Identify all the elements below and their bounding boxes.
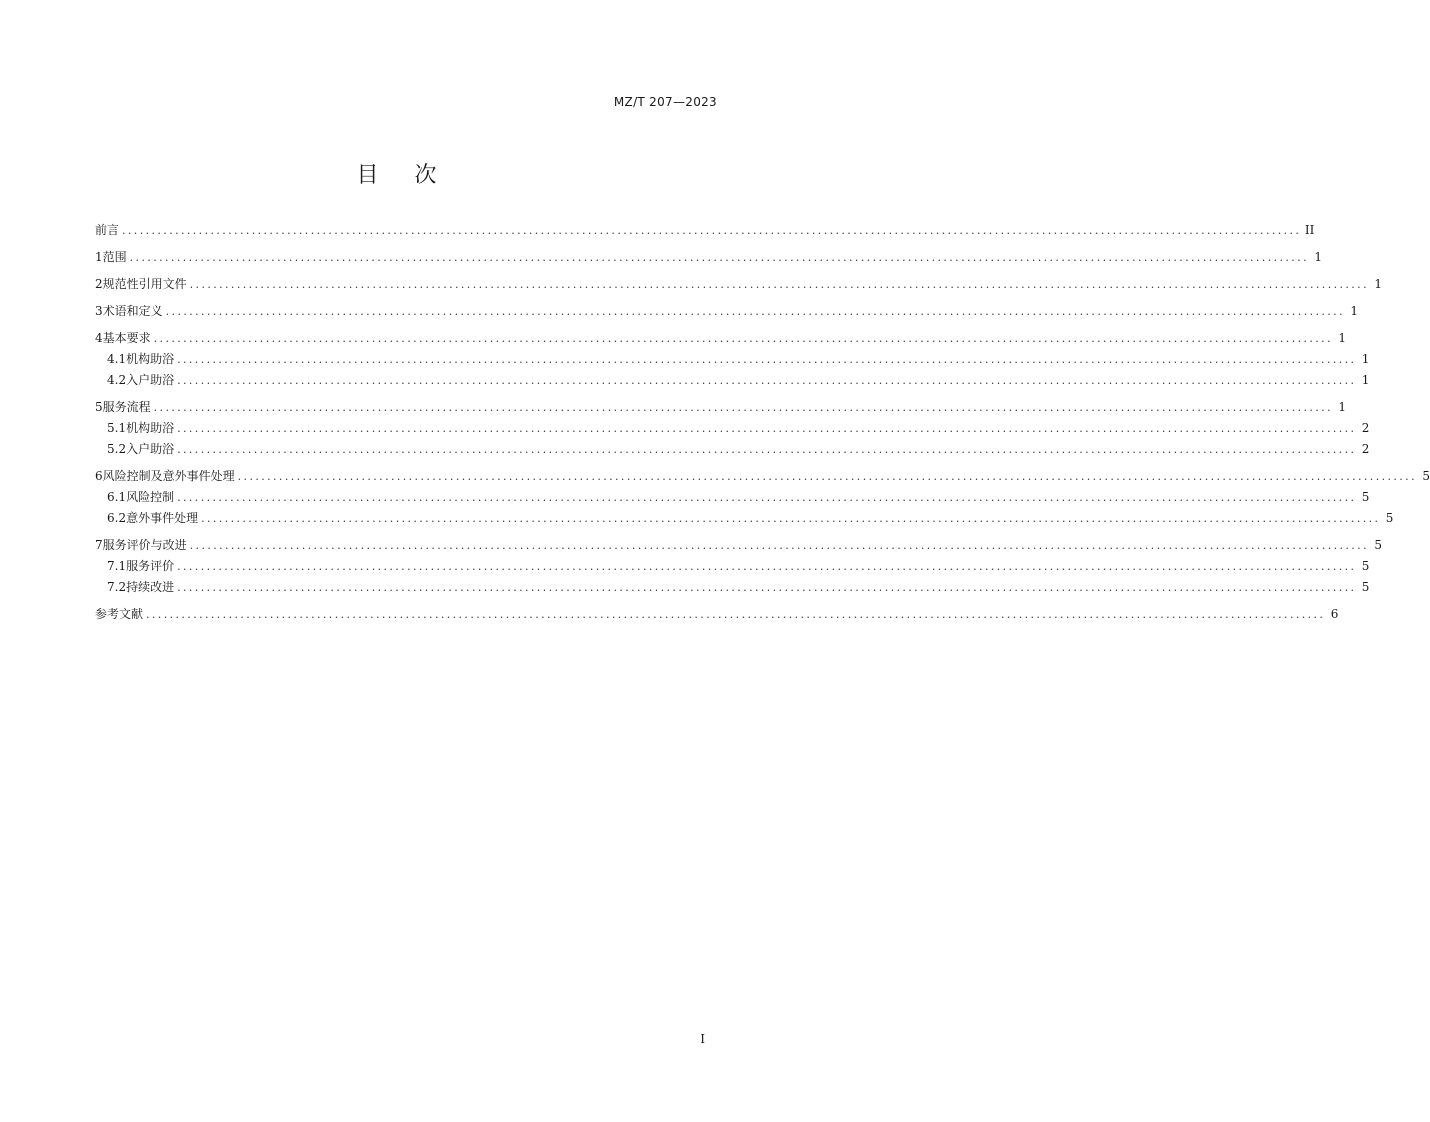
toc-entry[interactable] [95, 487, 1370, 508]
toc-entry-page: 1 [1314, 250, 1322, 264]
toc-entry-page: II [1304, 223, 1315, 237]
toc-entry-label: 意外事件处理 [126, 511, 199, 525]
toc-entry[interactable] [95, 397, 1346, 418]
toc-entry[interactable] [95, 577, 1370, 598]
toc-leader-dots: ........................................................................................................................................................................................................ [237, 470, 1417, 483]
toc-entry-page: 1 [1338, 400, 1346, 414]
toc-entry-number: 7 [95, 538, 103, 552]
toc-entry-number: 1 [95, 250, 103, 264]
toc-entry-label: 入户助浴 [126, 442, 175, 456]
toc-leader-dots: ........................................................................................................................................................................................................ [177, 491, 1357, 504]
toc-entry-number: 5 [95, 400, 103, 414]
toc-entry[interactable] [95, 556, 1370, 577]
toc-entry[interactable] [95, 418, 1370, 439]
toc-entry-number: 5.1 [107, 421, 127, 435]
toc-entry[interactable] [95, 301, 1358, 322]
toc-entry-number: 6 [95, 469, 103, 483]
toc-entry-label: 范围 [102, 250, 127, 264]
toc-leader-dots: ........................................................................................................................................................................................................ [189, 539, 1369, 552]
toc-entry-page: 5 [1374, 538, 1382, 552]
toc-leader-dots: ........................................................................................................................................................................................................ [146, 608, 1326, 621]
page-title: 目次 [356, 163, 473, 188]
toc-entry-number: 3 [95, 304, 103, 318]
page-number: I [700, 1032, 705, 1046]
toc-entry-page: 2 [1361, 442, 1370, 456]
toc-leader-dots: ........................................................................................................................................................................................................ [201, 512, 1381, 525]
toc-entry-number: 4.2 [107, 373, 127, 387]
toc-entry-label: 机构助浴 [126, 421, 175, 435]
toc-entry[interactable] [95, 370, 1370, 391]
toc-entry-label: 服务评价 [126, 559, 175, 573]
toc-entry-page: 2 [1361, 421, 1370, 435]
toc-entry[interactable] [95, 439, 1370, 460]
toc-entry[interactable] [95, 466, 1430, 487]
toc-leader-dots: ........................................................................................................................................................................................................ [129, 251, 1309, 264]
toc-entry-page: 5 [1422, 469, 1430, 483]
toc-entry-label: 入户助浴 [126, 373, 175, 387]
toc-entry-page: 1 [1338, 331, 1346, 345]
toc-entry-page: 1 [1350, 304, 1358, 318]
toc-leader-dots: ........................................................................................................................................................................................................ [165, 305, 1345, 318]
toc-entry-page: 5 [1361, 580, 1370, 594]
toc-entry-page: 5 [1361, 490, 1370, 504]
toc-leader-dots: ........................................................................................................................................................................................................ [177, 353, 1357, 366]
toc-entry[interactable] [95, 247, 1322, 268]
toc-entry-number: 7.2 [107, 580, 127, 594]
toc-entry-label: 术语和定义 [102, 304, 163, 318]
toc-entry-label: 风险控制及意外事件处理 [102, 469, 235, 483]
toc-leader-dots: ........................................................................................................................................................................................................ [177, 374, 1357, 387]
toc-entry-label: 服务流程 [102, 400, 151, 414]
standard-code: MZ/T 207—2023 [613, 95, 717, 109]
toc-entry-label: 机构助浴 [126, 352, 175, 366]
toc-entry-number: 6.1 [107, 490, 127, 504]
toc-leader-dots: ........................................................................................................................................................................................................ [177, 443, 1357, 456]
toc-entry[interactable] [95, 328, 1346, 349]
toc-entry-label: 参考文献 [95, 607, 144, 621]
toc-entry[interactable] [95, 274, 1382, 295]
toc-entry-label: 风险控制 [126, 490, 175, 504]
toc-entry-number: 5.2 [107, 442, 127, 456]
toc-entry-page: 1 [1361, 373, 1370, 387]
toc-leader-dots: ........................................................................................................................................................................................................ [177, 422, 1357, 435]
toc-entry-number: 6.2 [107, 511, 127, 525]
toc-entry[interactable] [95, 508, 1394, 529]
toc-leader-dots: ........................................................................................................................................................................................................ [177, 560, 1357, 573]
toc-entry-number: 4 [95, 331, 103, 345]
table-of-contents [95, 220, 1430, 625]
toc-entry-page: 6 [1330, 607, 1339, 621]
toc-entry-label: 服务评价与改进 [102, 538, 187, 552]
toc-entry-number: 4.1 [107, 352, 127, 366]
toc-entry[interactable] [95, 604, 1339, 625]
toc-entry-label: 规范性引用文件 [102, 277, 187, 291]
toc-entry[interactable] [95, 349, 1370, 370]
toc-leader-dots: ........................................................................................................................................................................................................ [153, 332, 1333, 345]
toc-leader-dots: ........................................................................................................................................................................................................ [177, 581, 1357, 594]
toc-entry-page: 1 [1361, 352, 1370, 366]
toc-leader-dots: ........................................................................................................................................................................................................ [189, 278, 1369, 291]
toc-entry-number: 2 [95, 277, 103, 291]
toc-entry-label: 前言 [95, 223, 120, 237]
toc-entry-page: 5 [1385, 511, 1394, 525]
toc-entry[interactable] [95, 535, 1382, 556]
toc-entry-label: 持续改进 [126, 580, 175, 594]
toc-leader-dots: ........................................................................................................................................................................................................ [153, 401, 1333, 414]
toc-entry-page: 5 [1361, 559, 1370, 573]
toc-entry[interactable] [95, 220, 1315, 241]
toc-entry-page: 1 [1374, 277, 1382, 291]
toc-entry-number: 7.1 [107, 559, 127, 573]
toc-leader-dots: ........................................................................................................................................................................................................ [122, 224, 1302, 237]
toc-entry-label: 基本要求 [102, 331, 151, 345]
